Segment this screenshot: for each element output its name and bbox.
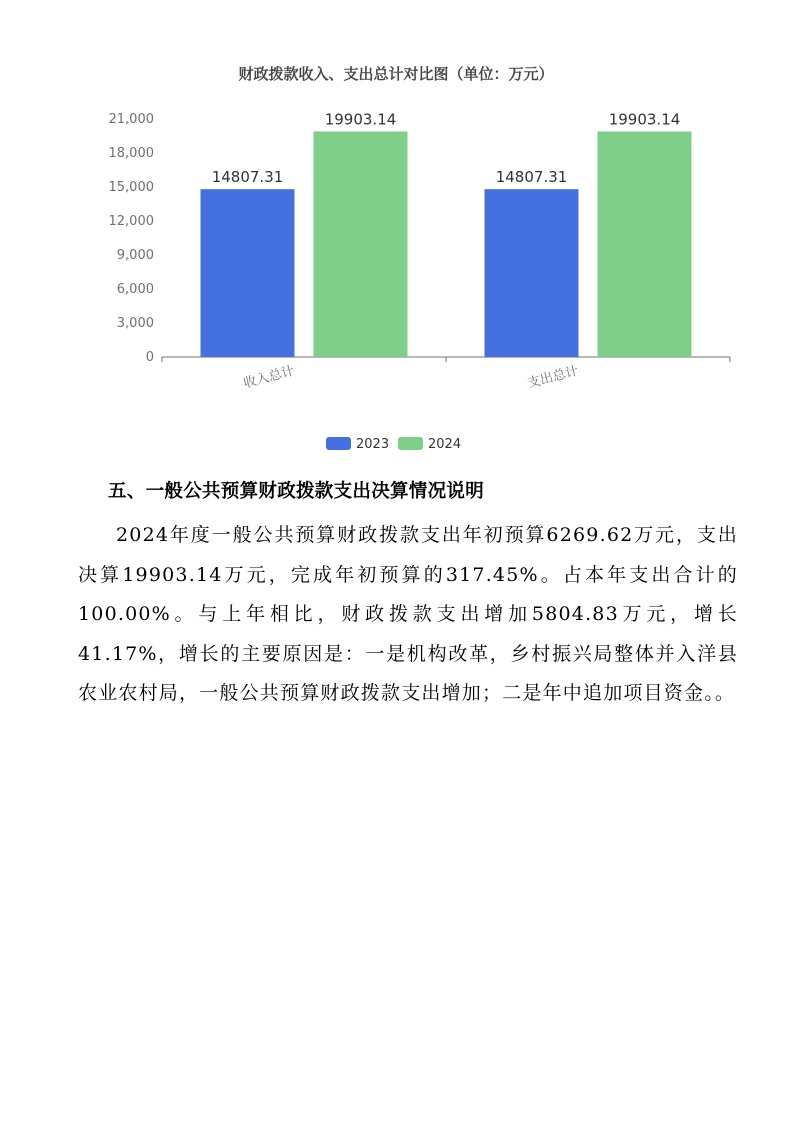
legend-item-2024[interactable] [398,437,461,452]
bars [201,131,692,357]
x-category-label: 支出总计 [526,363,581,392]
data-label: 14807.31 [495,168,568,187]
section-heading: 五、一般公共预算财政拨款支出决算情况说明 [108,481,485,502]
data-label: 14807.31 [211,168,284,187]
x-category-label: 收入总计 [242,363,297,392]
legend-swatch [326,437,351,450]
section-body: 2024年度一般公共预算财政拨款支出年初预算6269.62万元，支出决算19903.14万元，完成年初预算的317.45%。占本年支出合计的100.00%。与上年相比，财政拨款支出增加5804.83万元，增长41.17%，增长的主要原因是：一是机构改革，乡村振兴局整体并入洋县农业农村局，一般公共预算财政拨款支出增加；二是年中追加项目资金。。 [78,524,738,704]
bar-chart [0,0,793,470]
y-tick-label: 6,000 [116,282,154,297]
chart-title: 财政拨款收入、支出总计对比图（单位：万元） [238,65,554,83]
bar-2024-1[interactable] [314,131,408,357]
legend-item-2023[interactable] [326,437,389,452]
bar-2023-1[interactable] [201,189,295,357]
y-axis [109,112,155,365]
legend-label: 2023 [356,437,390,452]
x-axis [162,357,730,392]
data-label: 19903.14 [324,110,397,129]
y-tick-label: 12,000 [108,214,154,229]
y-tick-label: 18,000 [108,146,154,161]
data-label: 19903.14 [608,110,681,129]
y-tick-label: 0 [145,350,154,365]
bar-2023-2[interactable] [485,189,579,357]
bar-2024-2[interactable] [598,131,692,357]
section-five [78,476,738,714]
legend-label: 2024 [428,437,462,452]
y-tick-label: 3,000 [116,316,154,331]
legend[interactable] [326,437,461,452]
legend-swatch [398,437,423,450]
y-tick-label: 9,000 [116,248,154,263]
y-tick-label: 21,000 [108,112,154,127]
y-tick-label: 15,000 [108,180,154,195]
